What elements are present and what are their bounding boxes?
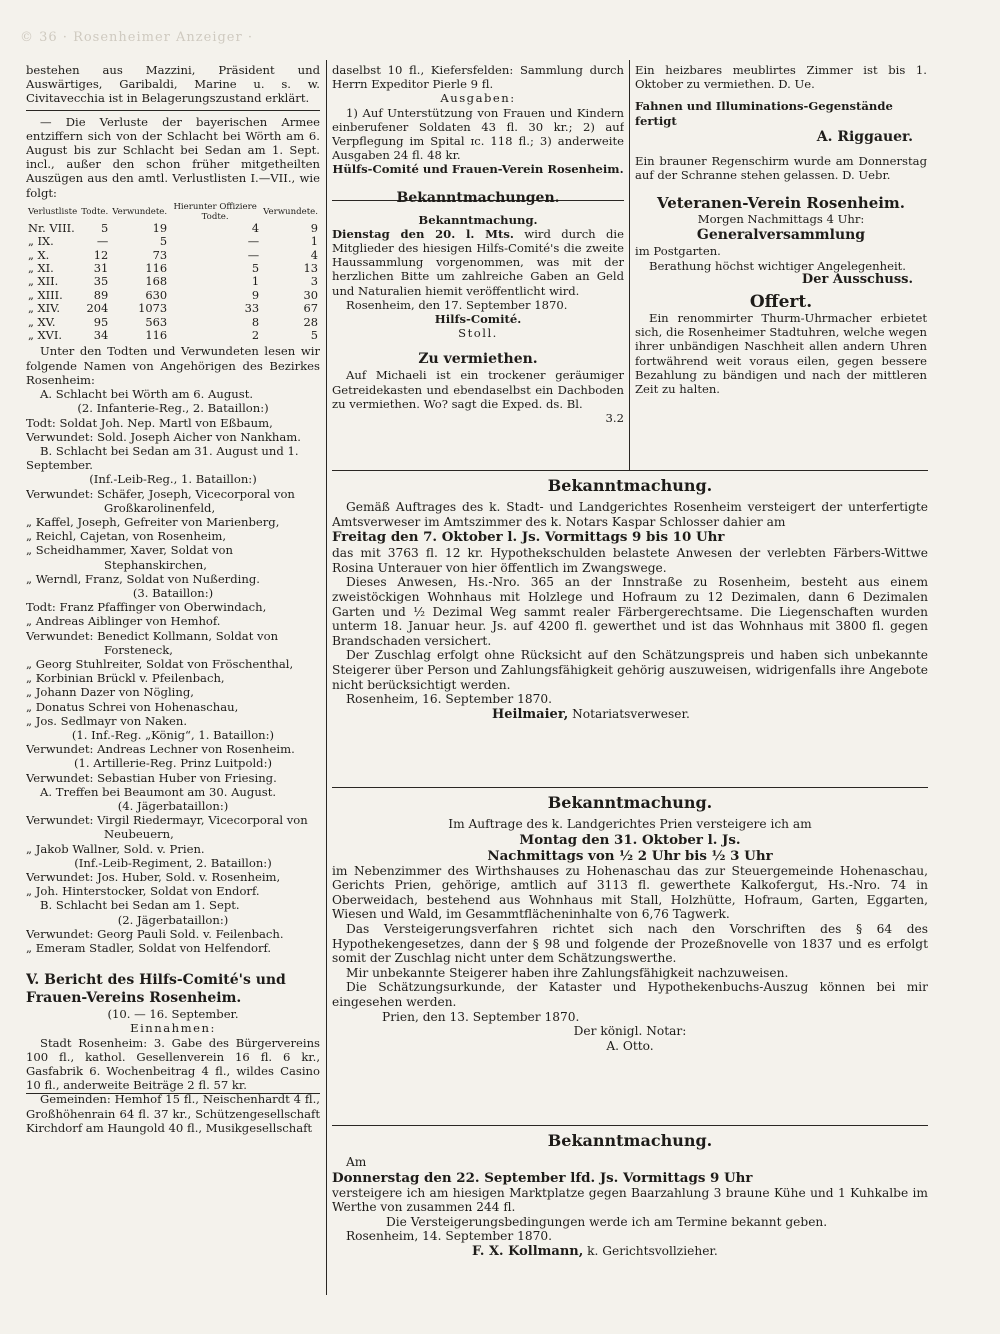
expenses-head: Ausgaben: — [440, 91, 516, 106]
casualty-line: „ Kaffel, Joseph, Gefreiter von Marienberg, — [26, 514, 280, 529]
casualty-list — [26, 387, 320, 955]
report-cont: daselbst 10 fl., Kiefersfelden: Sammlung durch Herrn Expeditor Pierle 9 fl. — [332, 63, 624, 92]
unit-line: (2. Jägerbataillon:) — [117, 912, 229, 927]
umbrella-ad: Ein brauner Regenschirm wurde am Donnerstag auf der Schranne stehen gelassen. D. Uebr. — [635, 153, 927, 183]
expenses-text: 1) Auf Unterstützung von Frauen und Kindern einberufener Soldaten 43 fl. 30 kr.; 2) auf Verpflegung im Spital ɪc. 118 fl.; 3) anderweite Ausgaben 24 fl. 48 kr. — [332, 105, 624, 163]
notice2-signature: A. Otto. — [606, 1038, 654, 1053]
notice2-p4: Mir unbekannte Steigerer haben ihre Zahlungsfähigkeit nachzuweisen. — [346, 965, 789, 980]
losses-row — [26, 222, 320, 235]
notice3-role: k. Gerichtsvollzieher. — [587, 1243, 718, 1258]
flags-ad: Fahnen und Illuminations-Gegenstände fertigt — [635, 99, 893, 128]
losses-cell: 116 — [145, 261, 168, 276]
rule-notice1 — [332, 470, 928, 471]
losses-cell: — — [247, 247, 260, 262]
losses-cell: 89 — [93, 287, 109, 302]
losses-cell: — — [247, 234, 260, 249]
th-wounded: Verwundete. — [112, 206, 168, 217]
veterans-signature: Der Ausschuss. — [801, 271, 913, 287]
notice3-head: Bekanntmachung. — [547, 1131, 713, 1150]
unit-line: (4. Jägerbataillon:) — [117, 798, 229, 813]
committee-signature: Hülfs-Comité und Frauen-Verein Rosenheim. — [332, 162, 624, 177]
notice2-p2: im Nebenzimmer des Wirthshauses zu Hohenaschau das zur Steuergemeinde Hohenaschau, Gerichts Prien, gehörige, amtlich auf 3113 fl. gewerthete Kalkofergut, Hs.-Nro. 74 in Oberweidach, bestehend aus Wohnhaus mit Stall, Holzhütte, Hofraum, Garten, Eggarten, Wiesen und Wald, im Gesammtflächeninhalte von 6,76 Tagwerk. — [332, 863, 928, 922]
casualty-line: Verwundet: Jos. Huber, Sold. v. Rosenheim, — [26, 870, 281, 884]
losses-cell: 19 — [152, 220, 168, 235]
flags-signature: A. Riggauer. — [816, 128, 913, 145]
losses-list-number: „ IX. — [28, 234, 54, 249]
casualty-line: „ Joh. Hinterstocker, Soldat von Endorf. — [26, 884, 260, 899]
th-officers-dead: Hierunter Offiziere Todte. — [173, 201, 257, 222]
th-dead: Todte. — [81, 206, 109, 217]
notice1-head: Bekanntmachung. — [547, 476, 713, 495]
notice1-signature: Heilmaier, — [492, 706, 569, 722]
veterans-time: Morgen Nachmittags 4 Uhr: — [697, 212, 865, 227]
losses-cell: 12 — [93, 247, 109, 262]
rent-text: Auf Michaeli ist ein trockener geräumiger Getreidekasten und ebendaselbst ein Dachboden zu vermiethen. Wo? sagt die Exped. ds. Bl. — [332, 368, 624, 411]
faded-header-strip: © 36 · Rosenheimer Anzeiger · — [20, 30, 253, 45]
column-1 — [26, 63, 320, 1293]
notice1-place: Rosenheim, 16. September 1870. — [346, 692, 552, 707]
losses-cell: 8 — [251, 314, 260, 329]
report-income-head: Einnahmen: — [130, 1021, 216, 1036]
losses-list-number: „ XI. — [28, 261, 54, 276]
losses-row — [26, 329, 320, 342]
losses-cell: 3 — [310, 274, 318, 289]
losses-table — [26, 202, 320, 343]
losses-list-number: „ XII. — [28, 274, 59, 289]
column-rule-left — [326, 60, 327, 1295]
losses-cell: 67 — [303, 301, 318, 316]
th-officers-wounded: Verwundete. — [263, 206, 318, 217]
th-list: Verlustliste — [28, 206, 78, 217]
column-rule-right — [629, 60, 630, 470]
casualty-line: Verwundet: Georg Pauli Sold. v. Feilenbach. — [26, 926, 284, 941]
losses-cell: 33 — [244, 301, 260, 316]
losses-cell: 73 — [152, 247, 168, 262]
notice3-p2: versteigere ich am hiesigen Marktplatze gegen Baarzahlung 3 braune Kühe und 1 Kuhkalbe im Werthe von zusammen 244 fl. — [332, 1185, 928, 1215]
unit-line: (2. Infanterie-Reg., 2. Bataillon:) — [77, 401, 269, 416]
losses-cell: 204 — [86, 301, 109, 316]
notice-3 — [332, 1131, 928, 1296]
offer-head: Offert. — [749, 292, 813, 313]
notice2-head: Bekanntmachung. — [547, 793, 713, 812]
rule-notice2 — [332, 787, 928, 788]
losses-cell: 13 — [303, 261, 318, 276]
unit-line: (Inf.-Leib-Reg., 1. Bataillon:) — [89, 472, 257, 487]
veterans-note: Berathung höchst wichtiger Angelegenheit. — [649, 258, 906, 273]
veterans-head: Veteranen-Verein Rosenheim. — [656, 194, 906, 213]
notice1-p4: Der Zuschlag erfolgt ohne Rücksicht auf den Schätzungspreis und haben sich unbekannte Steigerer über Person und Zahlungsfähigkeit gehörig auszuweisen, widrigenfalls ihre Angebote nicht berücksichtigt werden. — [332, 648, 928, 692]
losses-row — [26, 289, 320, 302]
unit-line: (3. Bataillon:) — [132, 585, 214, 600]
notice1-date: Freitag den 7. Oktober l. Js. Vormittags 9 bis 10 Uhr — [332, 529, 725, 546]
notice1-p3: Dieses Anwesen, Hs.-Nro. 365 an der Innstraße zu Rosenheim, besteht aus einem zweistöckigen Wohnhaus mit Holzlege und Hofraum zu 12 Dezimalen, dann 6 Dezimalen Garten und ½ Dezimal Weg sammt realer Färbergerechtsame. Die Liegenschaften wurden unterm 18. Januar heur. Js. auf 4200 fl. gewerthet und ist das Wohnhaus mit 3800 fl. gegen Brandschaden versichert. — [332, 575, 928, 648]
casualty-line: „ Donatus Schrei von Hohenaschau, — [26, 699, 239, 714]
notice2-date1: Montag den 31. Oktober l. Js. — [519, 831, 741, 848]
losses-cell: 9 — [251, 287, 260, 302]
notice2-p5: Die Schätzungsurkunde, der Kataster und Hypothekenbuchs-Auszug können bei mir eingesehen werden. — [332, 980, 928, 1009]
battle-line: A. Treffen bei Beaumont am 30. August. — [40, 784, 277, 799]
losses-cell: 1 — [251, 274, 260, 289]
losses-cell: 5 — [159, 234, 168, 249]
losses-cell: 116 — [145, 328, 168, 343]
casualty-line: Verwundet: Sebastian Huber von Friesing. — [26, 770, 277, 785]
casualty-line: „ Johann Dazer von Nögling, — [26, 685, 194, 700]
casualty-line: „ Emeram Stadler, Soldat von Helfendorf. — [26, 941, 272, 956]
casualty-line: „ Scheidhammer, Xaver, Soldat von Stephanskirchen, — [26, 543, 233, 572]
losses-cell: 95 — [93, 314, 109, 329]
losses-list-number: „ XVI. — [28, 328, 62, 343]
losses-cell: 1 — [310, 234, 318, 249]
unit-line: (1. Inf.-Reg. „König“, 1. Bataillon:) — [71, 727, 275, 742]
casualty-line: Verwundet: Schäfer, Joseph, Vicecorporal von Großkarolinenfeld, — [26, 486, 295, 515]
losses-list-number: „ XIV. — [28, 301, 60, 316]
casualty-line: „ Jakob Wallner, Sold. v. Prien. — [26, 841, 205, 856]
separator — [26, 110, 320, 111]
battle-line: A. Schlacht bei Wörth am 6. August. — [40, 387, 254, 402]
notice1-role: Notariatsverweser. — [572, 706, 690, 721]
losses-row — [26, 316, 320, 329]
notice3-p1: Am — [346, 1155, 367, 1169]
losses-cell: 34 — [93, 328, 109, 343]
notice2-place: Prien, den 13. September 1870. — [382, 1009, 580, 1024]
b1-text: wird durch die Mitglieder des hiesigen Hilfs-Comité's die zweite Haussammlung vorgenommen, was mit der herzlichen Bitte um zahlreiche Gaben an Geld und Naturalien hiemit veröffentlicht wird. — [332, 226, 624, 298]
casualty-line: Verwundet: Benedict Kollmann, Soldat von Forsteneck, — [26, 628, 279, 657]
notice-1 — [332, 476, 928, 781]
losses-list-number: Nr. VIII. — [28, 220, 75, 235]
losses-list-number: „ X. — [28, 247, 50, 262]
rule-notice3 — [332, 1125, 928, 1126]
room-ad: Ein heizbares meublirtes Zimmer ist bis 1. Oktober zu vermiethen. D. Ue. — [635, 63, 927, 92]
notice3-date: Donnerstag den 22. September lfd. Js. Vormittags 9 Uhr — [332, 1169, 753, 1186]
announcements-head: Bekanntmachungen. — [396, 189, 560, 206]
losses-cell: 2 — [251, 328, 260, 343]
losses-cell: 168 — [145, 274, 168, 289]
losses-row — [26, 275, 320, 288]
casualty-line: „ Andreas Aiblinger von Hemhof. — [26, 614, 221, 629]
rent-head: Zu vermiethen. — [418, 351, 538, 368]
news-intro: bestehen aus Mazzini, Präsident und Auswärtiges, Garibaldi, Marine u. s. w. Civitavecchia ist in Belagerungszustand erklärt. — [26, 63, 320, 106]
b1-signature: Hilfs-Comité. — [434, 312, 522, 327]
losses-cell: 1073 — [138, 301, 168, 316]
notice3-signature: F. X. Kollmann, — [472, 1243, 584, 1259]
losses-cell: 35 — [93, 274, 109, 289]
losses-row — [26, 302, 320, 315]
column-3 — [635, 63, 927, 468]
casualty-line: Verwundet: Andreas Lechner von Rosenheim. — [26, 742, 295, 757]
b1-name: Stoll. — [458, 326, 498, 341]
losses-cell: 563 — [145, 314, 168, 329]
casualty-line: Verwundet: Virgil Riedermayr, Vicecorporal von Neubeuern, — [26, 813, 308, 842]
notice2-date2: Nachmittags von ½ 2 Uhr bis ½ 3 Uhr — [487, 847, 773, 864]
battle-line: B. Schlacht bei Sedan am 31. August und 1. September. — [26, 443, 299, 473]
losses-row — [26, 262, 320, 275]
losses-cell: 4 — [310, 247, 318, 262]
b1-head: Bekanntmachung. — [418, 212, 538, 227]
losses-cell: 30 — [303, 287, 318, 302]
losses-cell: 5 — [310, 328, 318, 343]
notice1-p1: Gemäß Auftrages des k. Stadt- und Landgerichtes Rosenheim versteigert der unterfertigte Amtsverweser im Amtszimmer des k. Notars Kaspar Schlosser dahier am — [332, 500, 928, 529]
casualty-line: Todt: Franz Pfaffinger von Oberwindach, — [26, 600, 267, 615]
casualty-line: „ Jos. Sedlmayr von Naken. — [26, 713, 188, 728]
offer-text: Ein renommirter Thurm-Uhrmacher erbietet sich, die Rosenheimer Stadtuhren, welche wegen ihrer unbändigen Naschheit allen andern Uhren fortwährend weit voraus eilen, gegen bessere Bezahlung zu bändigen und nach der mittleren Zeit zu halten. — [635, 311, 927, 397]
report-income-communities: Gemeinden: Hemhof 15 fl., Neischenhardt 4 fl., Großhöhenrain 64 fl. 37 kr., Schützengesellschaft Kirchdorf am Haungold 40 fl., Musikgesellschaft — [26, 1092, 320, 1135]
losses-row — [26, 235, 320, 248]
veterans-assembly: Generalversammlung — [696, 227, 866, 244]
rent-number: 3.2 — [605, 411, 624, 426]
report-income-city: Stadt Rosenheim: 3. Gabe des Bürgervereins 100 fl., kathol. Gesellenverein 16 fl. 6 kr., Gasfabrik 6. Wochenbeitrag 4 fl., wildes Casino 10 fl., anderweite Beiträge 2 fl. 57 kr. — [26, 1035, 320, 1093]
report-title: V. Bericht des Hilfs-Comité's und Frauen-Vereins Rosenheim. — [26, 972, 286, 1007]
notice3-place: Rosenheim, 14. September 1870. — [346, 1229, 552, 1244]
notice2-role: Der königl. Notar: — [573, 1024, 687, 1039]
casualty-line: „ Werndl, Franz, Soldat von Nußerding. — [26, 571, 260, 586]
names-intro: Unter den Todten und Verwundeten lesen wir folgende Namen von Angehörigen des Bezirkes Rosenheim: — [26, 344, 320, 387]
losses-cell: 31 — [93, 261, 109, 276]
losses-cell: 9 — [310, 220, 318, 235]
losses-cell: — — [96, 234, 109, 249]
battle-line: B. Schlacht bei Sedan am 1. Sept. — [40, 898, 240, 913]
losses-cell: 5 — [100, 220, 109, 235]
b1-date: Dienstag den 20. l. Mts. — [332, 226, 514, 241]
losses-cell: 630 — [145, 287, 168, 302]
losses-intro: — Die Verluste der bayerischen Armee entziffern sich von der Schlacht bei Wörth am 6. August bis zur Schlacht bei Sedan am 1. Sept. incl., außer den schon früher mitgetheilten Auszügen aus den amtl. Verlustlisten I.—VII., wie folgt: — [26, 114, 320, 200]
casualty-line: „ Georg Stuhlreiter, Soldat von Fröschenthal, — [26, 656, 294, 671]
casualty-line: Todt: Soldat Joh. Nep. Martl von Eßbaum, — [26, 415, 273, 430]
casualty-line: „ Korbinian Brückl v. Pfeilenbach, — [26, 671, 225, 686]
losses-row — [26, 249, 320, 262]
notice-2 — [332, 793, 928, 1121]
unit-line: (1. Artillerie-Reg. Prinz Luitpold:) — [73, 756, 273, 771]
notice3-p3: Die Versteigerungsbedingungen werde ich am Termine bekannt geben. — [386, 1214, 828, 1229]
column-2 — [332, 63, 624, 468]
notice2-p3: Das Versteigerungsverfahren richtet sich nach den Vorschriften des § 64 des Hypothekengesetzes, dann der § 98 und folgende der Prozeßnovelle von 1837 und es erfolgt somit der Zuschlag nicht unter dem Schätzungswerthe. — [332, 921, 928, 966]
veterans-place: im Postgarten. — [635, 244, 721, 259]
casualty-line: Verwundet: Sold. Joseph Aicher von Nankham. — [26, 429, 301, 444]
losses-list-number: „ XIII. — [28, 287, 63, 302]
notice1-p2: das mit 3763 fl. 12 kr. Hypothekschulden belastete Anwesen der verlebten Färbers-Wittwe Rosina Unterauer von hier öffentlich im Zwangswege. — [332, 546, 928, 575]
notice2-p1: Im Auftrage des k. Landgerichtes Prien versteigere ich am — [448, 817, 812, 831]
report-dates: (10. — 16. September. — [107, 1007, 239, 1022]
losses-cell: 4 — [251, 220, 260, 235]
b1-place: Rosenheim, den 17. September 1870. — [346, 297, 568, 312]
losses-cell: 5 — [251, 261, 260, 276]
losses-list-number: „ XV. — [28, 314, 56, 329]
losses-table-header — [26, 202, 320, 222]
losses-table-body — [26, 222, 320, 343]
unit-line: (Inf.-Leib-Regiment, 2. Bataillon:) — [74, 855, 272, 870]
casualty-line: „ Reichl, Cajetan, von Rosenheim, — [26, 529, 227, 544]
losses-cell: 28 — [303, 314, 318, 329]
